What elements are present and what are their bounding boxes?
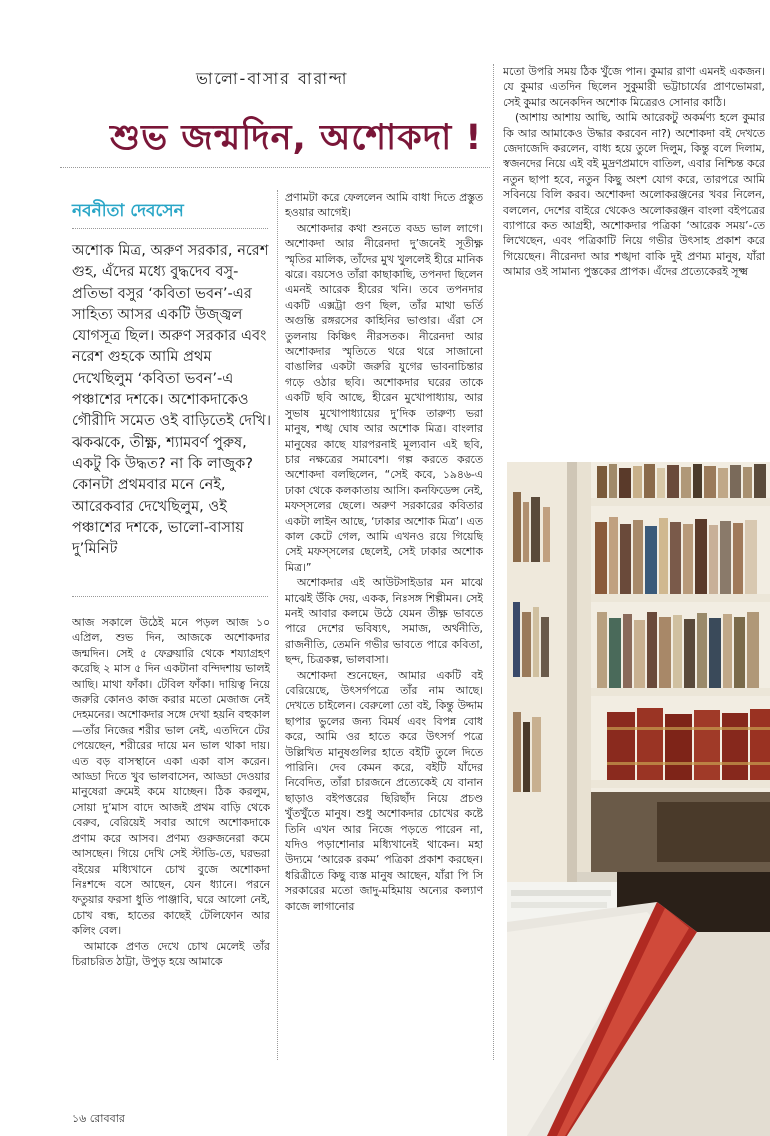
paragraph: মতো উপরি সময় ঠিক খুঁজে পান। কুমার রাণা এমনই একজন। যে কুমার এতদিন ছিলেন সুকুমারী ভট্টাচার্যের প্রাণভোমরা, সেই কুমার অনেকদিন অশোক মিত্রেরও সোনার কাঠি।	[503, 65, 765, 109]
paragraph: প্রণামটা করে ফেললেন আমি বাধা দিতে প্রস্তুত হওয়ার আগেই।	[285, 191, 483, 220]
paragraph: অশোকদার এই আউটসাইডার মন মাঝে মাঝেই উঁকি দেয়, একক, নিঃসঙ্গ শিল্পীমন। সেই মনই আবার কলমে উঠে যেমন তীক্ষ্ণ ভাবতে পারে দেশের ভবিষ্যৎ, সমাজ, অর্থনীতি, রাজনীতি, তেমনি গভীর ভাবতে পারে কবিতা, ছন্দ, চিত্রকল্প, ভালবাসা।	[285, 576, 483, 667]
lead-divider	[72, 596, 268, 598]
paragraph: আজ সকালে উঠেই মনে পড়ল আজ ১০ এপ্রিল, শুভ দিন, আজকে অশোকদার জন্মদিন। সেই ৫ ফেব্রুয়ারি থেকে শয্যাগ্রহণ করেছি ২ মাস ৫ দিন একটানা বন্দিদশায় ভালই আছি। মাথা ফাঁকা। টেবিল ফাঁকা। দায়িত্ব নিয়ে জরুরি কোনও কাজ করার মতো মেজাজ নেই দেহমনের। অশোকদার সঙ্গে দেখা হয়নি বহুকাল—তাঁর নিজের শরীর ভাল নেই, এতদিনে টের পেয়েছেন, শরীরের দায়ে মন ভাল থাকা দায়। এত বড় বাসস্থানে একা একা বাস করেন। আড্ডা দিতে খুব ভালবাসেন, আড্ডা দেওয়ার মানুষেরা ক্রমেই কমে যাচ্ছেন। ঠিক করলুম, সোয়া দু’মাস বাদে আজই প্রথম বাড়ি থেকে বেরুব, বেরিয়েই সবার আগে অশোকদাকে প্রণাম করে আসব। প্রণম্য গুরুজনেরা কমে আসছেন। গিয়ে দেখি সেই স্টাডি-তে, ঘরভরা বইয়ের মধ্যিখানে চোখ বুজে অশোকদা নিঃশব্দে বসে আছেন, যেন ধ্যানে। পরনে ফতুয়ার ফরসা ধুতি পাঞ্জাবি, ঘরে আলো নেই, চোখ বন্ধ, হাতের কাছেই টেলিফোন আর কলিং বেল।	[72, 616, 270, 938]
article-column-2	[285, 190, 483, 1060]
article-column-3	[503, 64, 765, 464]
paragraph: আমাকে প্রণত দেখে চোখ মেলেই তাঁর চিরাচরিত ঠাট্টা, উপুড় হয়ে আমাকে	[72, 939, 270, 968]
author-name: নবনীতা দেবসেন	[72, 201, 184, 221]
column-divider	[277, 190, 278, 1060]
paragraph: (আশায় আশায় আছি, আমি আরেকটু অকর্মণ্য হলে কুমার কি আর আমাকেও উদ্ধার করবেন না?) অশোকদা বই দেখতে জেদাজেদি করলেন, বাধ্য হয়ে তুলে দিলুম, কিন্তু বলে দিলাম, স্বজনদের নিয়ে এই বই মুদ্রণপ্রমাদে বাতিল, এবার নিশ্চিন্ত করে নতুন ছাপা হবে, নতুন কিছু অংশ যোগ করে, তারপরে আমি সবিনয়ে বিলি করব। অশোকদা অলোকরঞ্জনের খবর নিলেন, বললেন, দেশের বাইরে থেকেও অলোকরঞ্জন বাংলা বইপত্রের ব্যাপারে কত আগ্রহী, অশোকদার পত্রিকা ‘আরেক সময়’-তে লিখেছেন, এবং পত্রিকাটি নিয়ে গভীর উৎসাহ প্রকাশ করে গিয়েছেন। নীরেনদা আর শঙ্খদা বাকি দুই প্রণম্য মানুষ, যাঁরা আমার ওই সামান্য পুস্তকের প্রাপক। এঁদের প্রত্যেকেরই সূক্ষ্ম	[503, 111, 765, 279]
section-kicker: ভালো-বাসার বারান্দা	[196, 69, 349, 88]
title-divider	[60, 167, 490, 169]
paragraph: অশোকদা শুনেছেন, আমার একটি বই বেরিয়েছে, উৎসর্গপত্রে তাঁর নাম আছে। দেখতে চাইলেন। বেরুলো তো বই, কিন্তু উদ্দাম ছাপার ভুলের জন্য বিমর্ষ এবং বিপন্ন বোধ করে, আমি ওর হাতে করে উৎসর্গ পত্রে উল্লিখিত মানুষগুলির হাতে বইটি তুলে দিতে পারিনি। দেব কেমন করে, বইটি যাঁদের নিবেদিত, তাঁরা চারজনে প্রত্যেকেই যে বানান ছাড়াও বইপত্তরের ছিরিছাঁদ নিয়ে প্রচণ্ড খুঁতখুঁতে মানুষ। শুধু অশোকদার চোখের কষ্টে তিনি এখন আর নিজে পড়তে পারেন না, যদিও পড়াশোনার মধ্যিখানেই থাকেন। মহা উদ্যমে ‘আরেক রকম’ পত্রিকা প্রকাশ করছেন। ধরিত্রীতে কিছু ব্যস্ত মানুষ আছেন, যাঁরা পি সি সরকারের মতো জাদু-মহিমায় অন্যের কল্যাণ কাজে লাগানোর	[285, 668, 483, 913]
article-column-1	[72, 615, 270, 1060]
column-divider	[493, 64, 494, 1060]
page-title: শুভ জন্মদিন, অশোকদা !	[110, 118, 483, 158]
author-divider	[72, 228, 268, 230]
lead-paragraph: অশোক মিত্র, অরুণ সরকার, নরেশ গুহ, এঁদের মধ্যে বুদ্ধদেব বসু-প্রতিভা বসুর ‘কবিতা ভবন’-এর সাহিত্য আসর একটি উজ্জ্বল যোগসূত্র ছিল। অরুণ সরকার এবং নরেশ গুহকে আমি প্রথম দেখেছিলুম ‘কবিতা ভবন’-এ পঞ্চাশের দশকে। অশোকদাকেও গৌরীদি সমেত ওই বাড়িতেই দেখি। ঝকঝকে, তীক্ষ্ণ, শ্যামবর্ণ পুরুষ, একটু কি উদ্ধত? না কি লাজুক? কোনটা প্রথমবার মনে নেই, আরেকবার দেখেছিলুম, ওই পঞ্চাশের দশকে, ভালো-বাসায় দু’মিনিট	[72, 242, 272, 558]
bookshelf-photo	[507, 462, 770, 1136]
paragraph: অশোকদার কথা শুনতে বড্ড ভাল লাগে। অশোকদা আর নীরেনদা দু’জনেই সূতীক্ষ্ণ স্মৃতির মালিক, তাঁদের মুখ খুললেই হীরে মানিক ঝরে। বয়সেও তাঁরা কাছাকাছি, তপনদা ছিলেন এমনই আরেক হীরের খনি। তবে তপনদার একটি এক্সট্রা গুণ ছিল, তাঁর মাথা ভর্তি অগুন্তি রঙ্গরসের কাহিনির ভাণ্ডার। এঁরা সে তুলনায় কিঞ্চিৎ নীরসতক। নীরেনদা আর অশোকদার স্মৃতিতে থরে থরে সাজানো বাঙালির একটা জরুরি যুগের ভাবনাচিন্তার গড়ে ওঠার ছবি। অশোকদার ঘরের তাকে একটি ছবি আছে, হীরেন মুখোপাধ্যায়, আর সুভাষ মুখোপাধ্যায়ের দু’দিক তারুণ্য ভরা মানুষ, শঙ্খ ঘোষ আর অশোক মিত্র। বাংলার মানুষের কাছে যারপরনাই মূল্যবান এই ছবি, চার নক্ষত্রের সমাবেশ। গল্প করতে করতে অশোকদা বলছিলেন, “সেই কবে, ১৯৪৬-এ ঢাকা থেকে কলকাতায় আসি। কনফিডেন্স নেই, মফস্সলের ছেলে। অরুণ সরকারের কবিতার একটা লাইন আছে, ‘ঢাকার অশোক মিত্র’। এত কাল কেটে গেল, আমি এখনও রয়ে গিয়েছি সেই মফস্সলের ছেলেই, সেই ঢাকার অশোক মিত্র।”	[285, 221, 483, 574]
page-footer: ১৬ রোববার	[72, 1112, 125, 1125]
